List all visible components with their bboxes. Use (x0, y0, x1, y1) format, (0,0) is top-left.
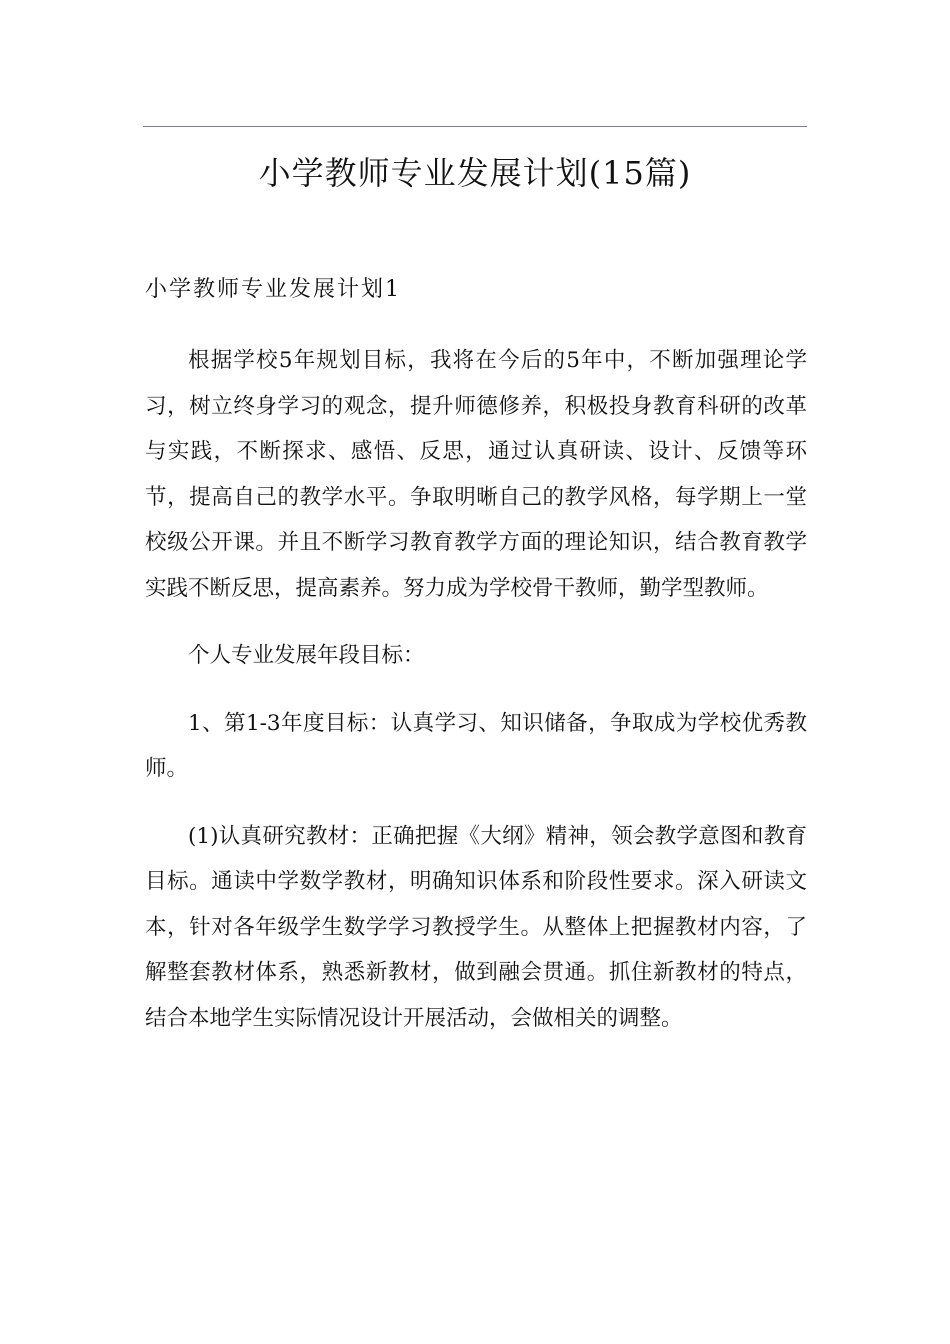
document-body (145, 338, 807, 1063)
section-heading: 小学教师专业发展计划1 (145, 277, 401, 302)
paragraph: (1)认真研究教材：正确把握《大纲》精神，领会教学意图和教育目标。通读中学数学教材，明确知识体系和阶段性要求。深入研读文本，针对各年级学生数学学习教授学生。从整体上把握教材内容，了解整套教材体系，熟悉新教材，做到融会贯通。抓住新教材的特点，结合本地学生实际情况设计开展活动，会做相关的调整。 (145, 823, 807, 1031)
paragraph: 根据学校5年规划目标，我将在今后的5年中，不断加强理论学习，树立终身学习的观念，提升师德修养，积极投身教育科研的改革与实践，不断探求、感悟、反思，通过认真研读、设计、反馈等环节，提高自己的教学水平。争取明晰自己的教学风格，每学期上一堂校级公开课。并且不断学习教育教学方面的理论知识，结合教育教学实践不断反思，提高素养。努力成为学校骨干教师，勤学型教师。 (145, 348, 807, 601)
document-title: 小学教师专业发展计划(15篇) (258, 154, 692, 192)
paragraph: 1、第1-3年度目标：认真学习、知识储备，争取成为学校优秀教师。 (145, 710, 807, 781)
header-rule (143, 126, 807, 127)
paragraph: 个人专业发展年段目标： (188, 643, 425, 668)
